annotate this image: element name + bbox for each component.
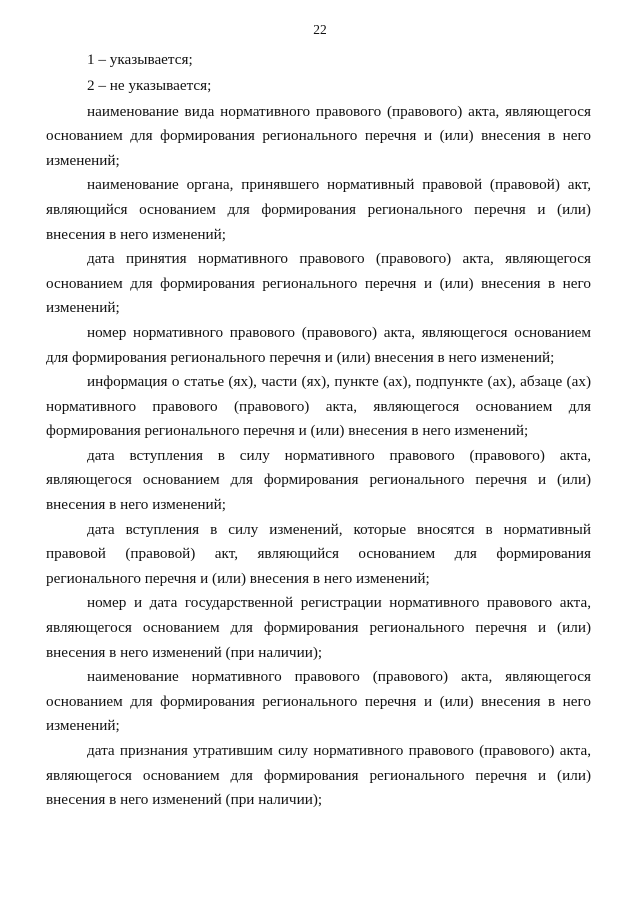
list-item-2: 2 – не указывается; <box>87 76 212 94</box>
paragraph-article-info: информация о статье (ях), части (ях), пункте (ах), подпункте (ах), абзаце (ах) нормативного правового (правового) акта, являющегося основанием для формирования регионального перечня и (или) внесения в него изменений; <box>46 373 591 440</box>
paragraph-effective-date: дата вступления в силу нормативного правового (правового) акта, являющегося основанием для формирования регионального перечня и (или) внесения в него изменений; <box>46 446 591 514</box>
paragraph-issuing-body: наименование органа, принявшего нормативный правовой (правовой) акт, являющийся основанием для формирования регионального перечня и (или) внесения в него изменений; <box>46 176 591 243</box>
paragraph-act-number: номер нормативного правового (правового) акта, являющегося основанием для формирования регионального перечня и (или) внесения в него изменений; <box>46 323 591 366</box>
paragraph-act-type-name: наименование вида нормативного правового (правового) акта, являющегося основанием для формирования регионального перечня и (или) внесения в него изменений; <box>46 102 591 169</box>
document-body <box>46 48 591 813</box>
paragraph-amendments-effective-date: дата вступления в силу изменений, которые вносятся в нормативный правовой (правовой) акт, являющийся основанием для формирования регионального перечня и (или) внесения в него изменений; <box>46 520 591 587</box>
paragraph-registration-info: номер и дата государственной регистрации нормативного правового акта, являющегося основанием для формирования регионального перечня и (или) внесения в него изменений (при наличии); <box>46 594 591 661</box>
paragraph-act-name: наименование нормативного правового (правового) акта, являющегося основанием для формирования регионального перечня и (или) внесения в него изменений; <box>46 668 591 735</box>
page-number: 22 <box>313 22 327 37</box>
paragraph-adoption-date: дата принятия нормативного правового (правового) акта, являющегося основанием для формирования регионального перечня и (или) внесения в него изменений; <box>46 250 591 317</box>
list-item-1: 1 – указывается; <box>87 51 193 68</box>
paragraph-repeal-date: дата признания утратившим силу нормативного правового (правового) акта, являющегося основанием для формирования регионального перечня и (или) внесения в него изменений (при наличии); <box>46 742 591 809</box>
